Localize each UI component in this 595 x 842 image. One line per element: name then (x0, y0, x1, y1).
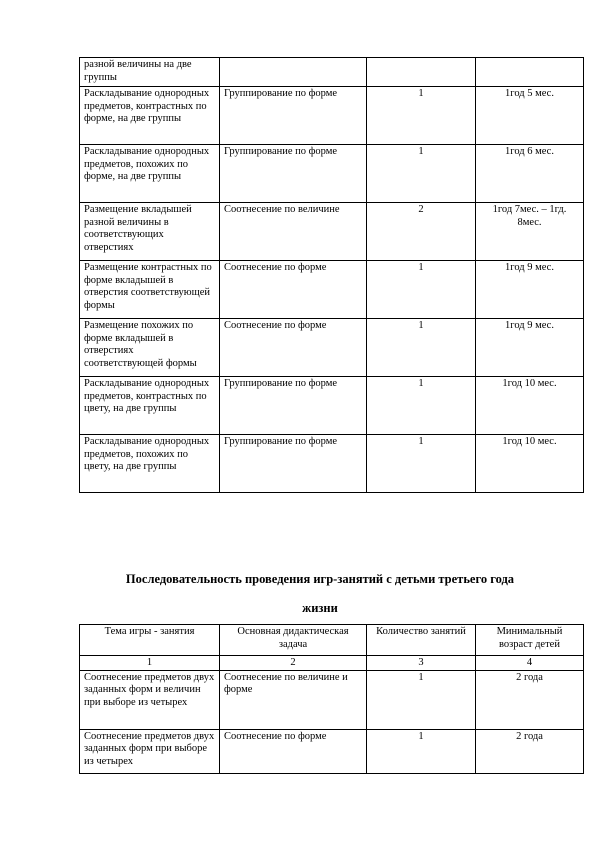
age-cell: 1год 9 мес. (476, 319, 584, 377)
table-row (80, 377, 584, 435)
count-cell: 1 (367, 319, 476, 377)
column-number: 3 (367, 656, 476, 671)
age-cell: 1год 7мес. – 1гд. 8мес. (476, 203, 584, 261)
table-row (80, 435, 584, 493)
count-cell: 1 (367, 377, 476, 435)
column-header-age: Минимальный возраст детей (476, 625, 584, 656)
sequence-table-continued (79, 57, 584, 493)
task-cell: Группирование по форме (220, 87, 367, 145)
topic-cell: разной величины на две группы (80, 58, 220, 87)
task-cell: Соотнесение по форме (220, 261, 367, 319)
column-header-task: Основная дидактическая задача (220, 625, 367, 656)
third-year-games-table (79, 624, 584, 774)
column-number-row (80, 656, 584, 671)
age-cell: 2 года (476, 729, 584, 773)
age-cell: 1год 10 мес. (476, 377, 584, 435)
age-cell: 1год 9 мес. (476, 261, 584, 319)
table-row (80, 58, 584, 87)
count-cell: 1 (367, 87, 476, 145)
section-heading: Последовательность проведения игр-занятий с детьми третьего года (125, 572, 515, 586)
table-row (80, 145, 584, 203)
count-cell: 1 (367, 145, 476, 203)
topic-cell: Раскладывание однородных предметов, похожих по форме, на две группы (80, 145, 220, 203)
table-header-row (80, 625, 584, 656)
task-cell: Соотнесение по величине и форме (220, 670, 367, 729)
table-row (80, 729, 584, 773)
topic-cell: Раскладывание однородных предметов, похожих по цвету, на две группы (80, 435, 220, 493)
table-row (80, 319, 584, 377)
task-cell: Группирование по форме (220, 435, 367, 493)
topic-cell: Размещение похожих по форме вкладышей в отверстиях соответствующей формы (80, 319, 220, 377)
section-heading-continuation: жизни (302, 601, 338, 615)
topic-cell: Раскладывание однородных предметов, контрастных по форме, на две группы (80, 87, 220, 145)
age-cell (476, 58, 584, 87)
topic-cell: Размещение вкладышей разной величины в соответствующих отверстиях (80, 203, 220, 261)
topic-cell: Размещение контрастных по форме вкладышей в отверстия соответствующей формы (80, 261, 220, 319)
table-row (80, 261, 584, 319)
count-cell: 1 (367, 670, 476, 729)
topic-cell: Соотнесение предметов двух заданных форм и величин при выборе из четырех (80, 670, 220, 729)
column-number: 2 (220, 656, 367, 671)
task-cell: Группирование по форме (220, 377, 367, 435)
count-cell: 1 (367, 729, 476, 773)
task-cell: Соотнесение по форме (220, 729, 367, 773)
task-cell (220, 58, 367, 87)
column-number: 4 (476, 656, 584, 671)
age-cell: 1год 10 мес. (476, 435, 584, 493)
age-cell: 1год 5 мес. (476, 87, 584, 145)
task-cell: Группирование по форме (220, 145, 367, 203)
age-cell: 1год 6 мес. (476, 145, 584, 203)
count-cell: 1 (367, 435, 476, 493)
task-cell: Соотнесение по форме (220, 319, 367, 377)
age-cell: 2 года (476, 670, 584, 729)
count-cell: 2 (367, 203, 476, 261)
count-cell (367, 58, 476, 87)
column-header-count: Количество занятий (367, 625, 476, 656)
topic-cell: Соотнесение предметов двух заданных форм при выборе из четырех (80, 729, 220, 773)
count-cell: 1 (367, 261, 476, 319)
column-header-topic: Тема игры - занятия (80, 625, 220, 656)
table-row (80, 203, 584, 261)
table-row (80, 87, 584, 145)
column-number: 1 (80, 656, 220, 671)
topic-cell: Раскладывание однородных предметов, контрастных по цвету, на две группы (80, 377, 220, 435)
table-row (80, 670, 584, 729)
task-cell: Соотнесение по величине (220, 203, 367, 261)
